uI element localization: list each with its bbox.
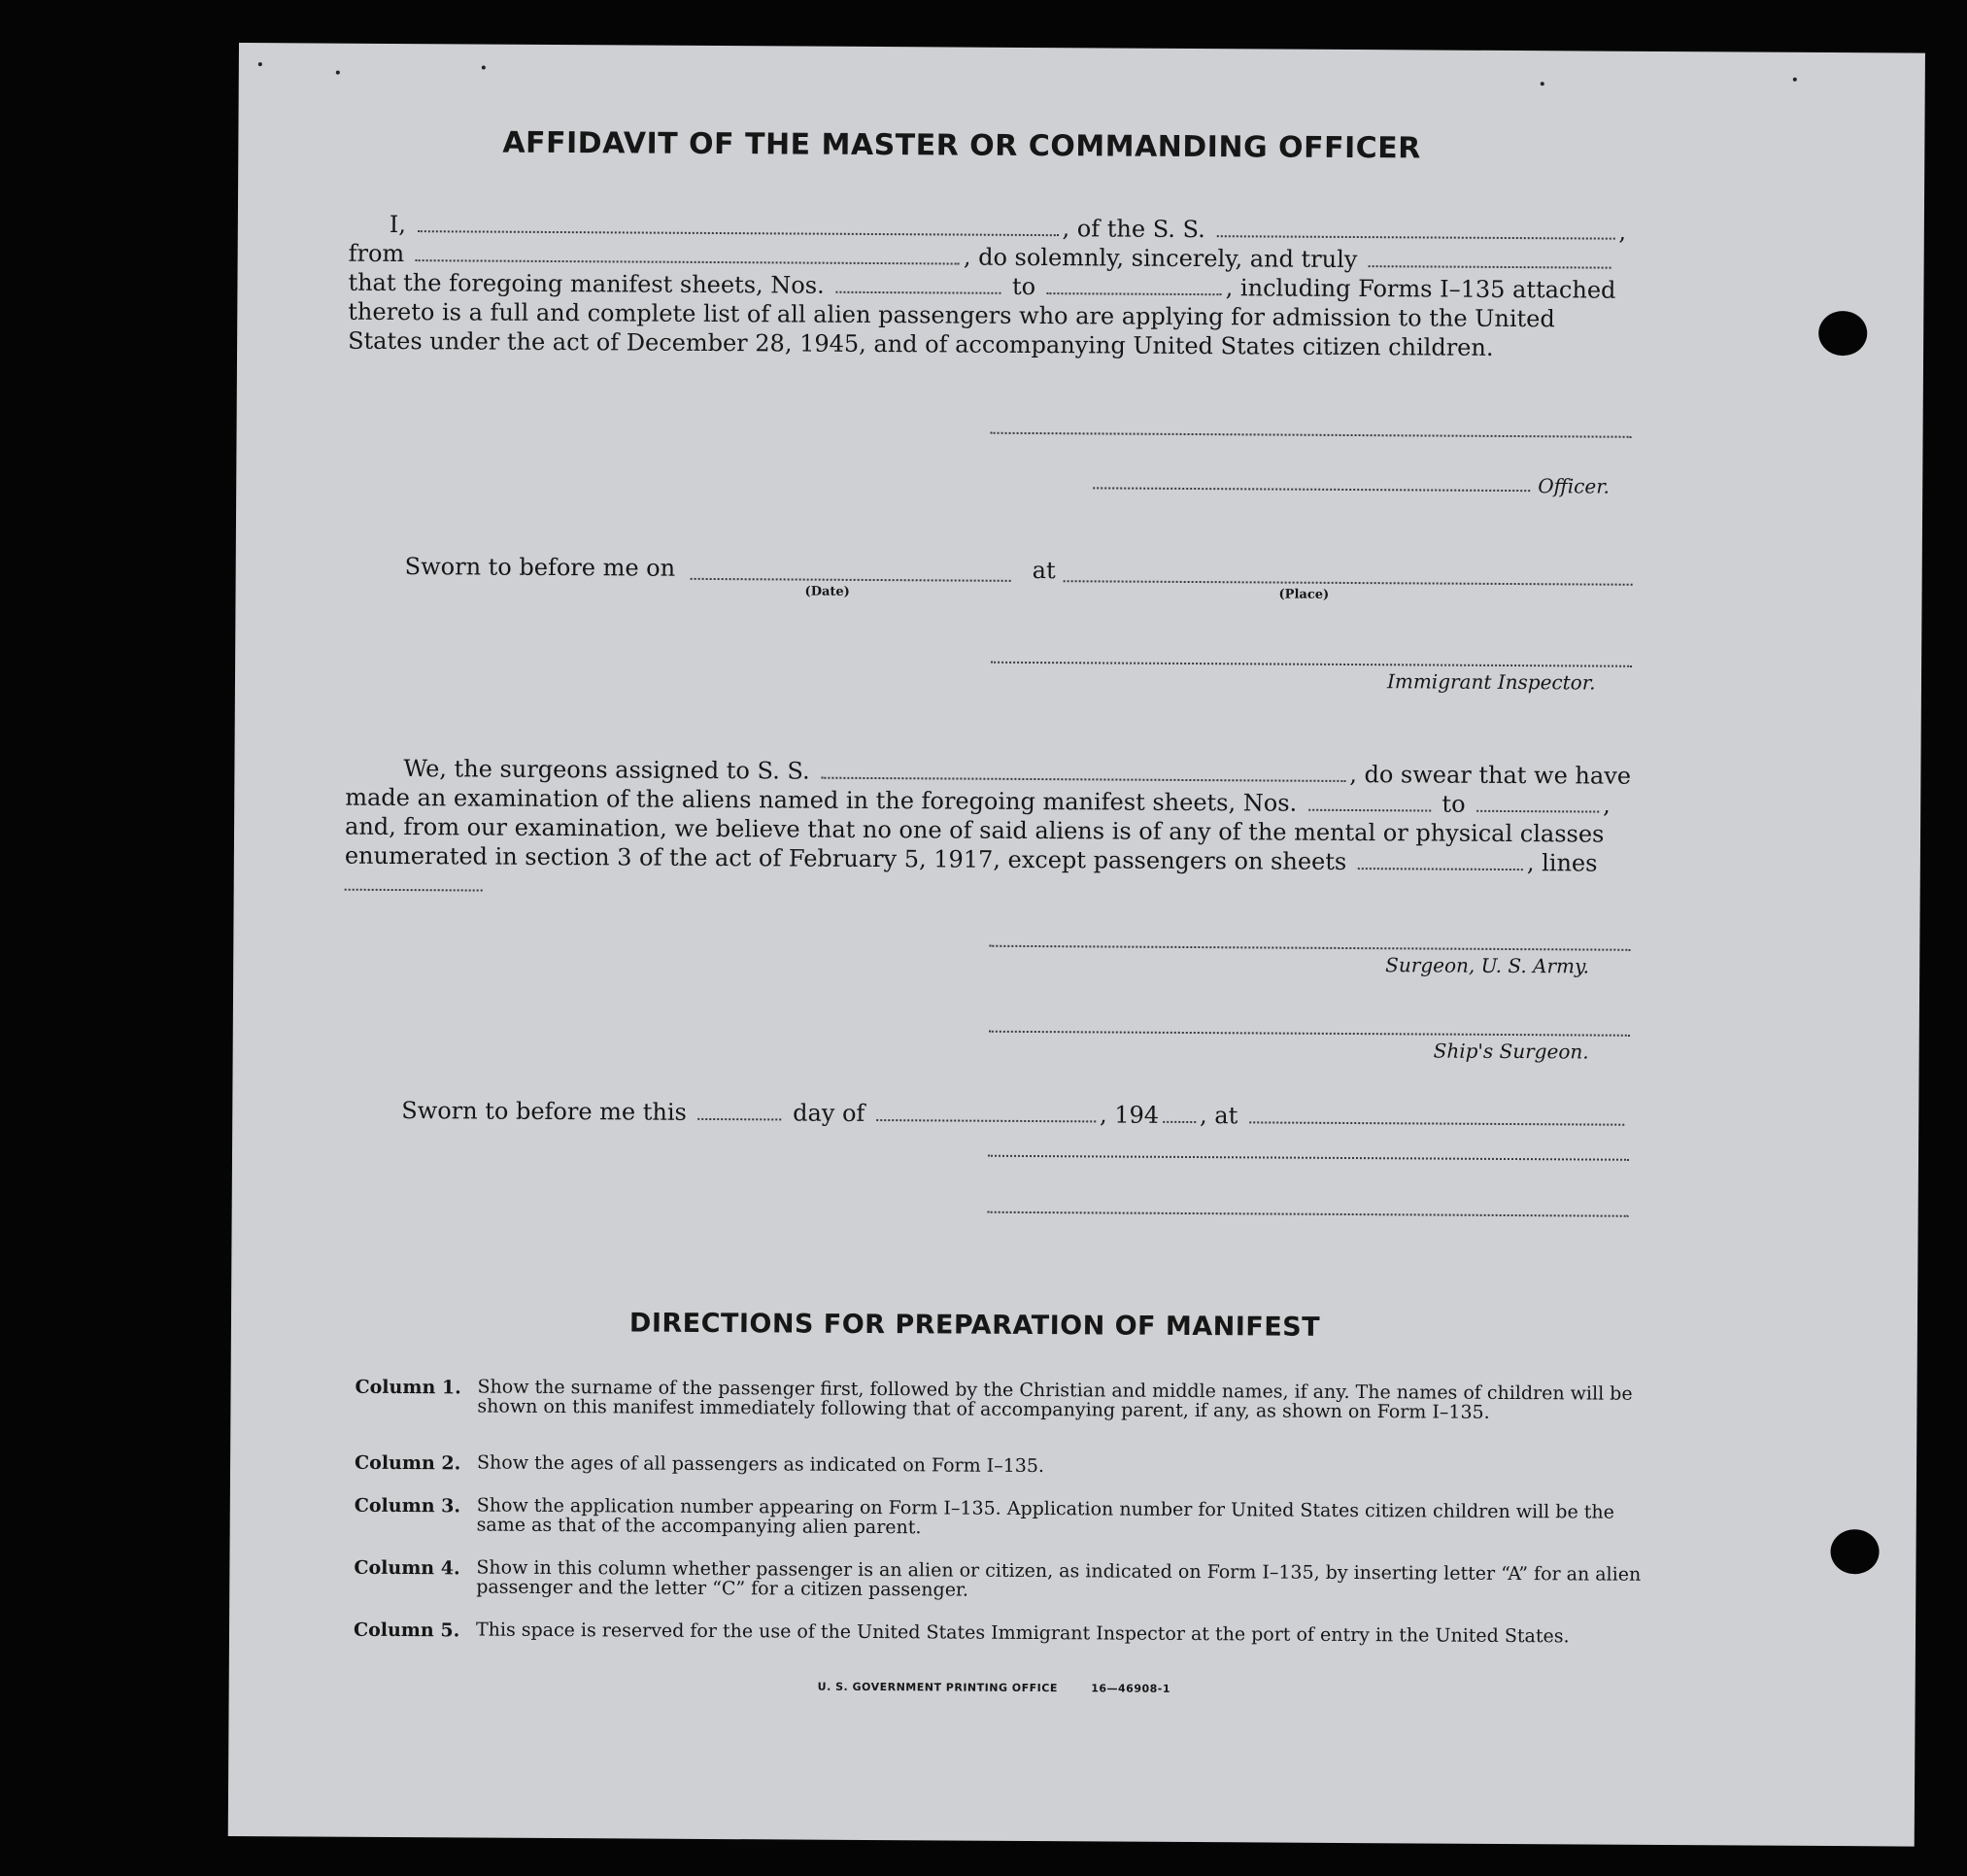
printer-name: U. S. GOVERNMENT PRINTING OFFICE xyxy=(817,1680,1058,1695)
date-caption: (Date) xyxy=(804,584,850,599)
army-surgeon-label: Surgeon, U. S. Army. xyxy=(1385,953,1590,978)
surgeons-sworn-line xyxy=(401,1097,1628,1132)
surgeons-text: day of xyxy=(793,1099,865,1127)
affidavit-title: AFFIDAVIT OF THE MASTER OR COMMANDING OFFICER xyxy=(502,125,1421,166)
printer-imprint xyxy=(818,1681,1170,1695)
surgeons-text: made an examination of the aliens named in the foregoing manifest sheets, Nos. xyxy=(345,783,1298,817)
sworn-year-field[interactable] xyxy=(1163,1120,1196,1123)
affidavit-text: , including Forms I–135 attached xyxy=(1225,274,1616,304)
direction-text: This space is reserved for the use of the United States Immigrant Inspector at the port of entry in the United States. xyxy=(475,1619,1570,1648)
except-sheets-field[interactable] xyxy=(1358,867,1523,870)
direction-label: Column 2. xyxy=(355,1451,461,1475)
direction-label: Column 3. xyxy=(354,1494,461,1518)
affidavit-sworn-text: Sworn to before me on xyxy=(404,553,676,582)
sheet-to-field[interactable] xyxy=(1047,291,1222,295)
officer-signature-line[interactable] xyxy=(1093,487,1530,492)
surgeons-text: , do swear that we have xyxy=(1349,760,1632,790)
direction-text: Show in this column whether passenger is an alien or citizen, as indicated on Form I–135, by inserting letter “A” for an alien passenger and the letter “C” for a citizen passenger. xyxy=(476,1556,1642,1601)
direction-text: Show the ages of all passengers as indicated on Form I–135. xyxy=(477,1451,1045,1478)
affidavit-line-5: States under the act of December 28, 1945, and of accompanying United States citizen children. xyxy=(348,326,1494,361)
surgeons-line-4 xyxy=(345,842,1598,877)
sworn-month-field[interactable] xyxy=(876,1118,1096,1122)
master-signature-line[interactable] xyxy=(991,432,1632,438)
form-page xyxy=(228,43,1925,1847)
paper-speck xyxy=(336,71,340,75)
direction-label: Column 4. xyxy=(354,1556,460,1580)
affidavit-text: , do solemnly, sincerely, and truly xyxy=(963,243,1358,274)
ships-surgeon-label: Ship's Surgeon. xyxy=(1433,1039,1589,1064)
surgeons-line-3: and, from our examination, we believe that no one of said aliens is of any of the mental or physical classes xyxy=(344,812,1605,848)
affidavit-text: to xyxy=(1011,272,1036,301)
officer-signature-line-a[interactable] xyxy=(988,1155,1629,1161)
direction-label: Column 5. xyxy=(353,1619,460,1642)
affidavit-text: that the foregoing manifest sheets, Nos. xyxy=(348,268,825,299)
surgeons-text: Sworn to before me this xyxy=(401,1097,687,1126)
affidavit-text: I, xyxy=(389,210,407,239)
paper-speck xyxy=(482,66,486,70)
direction-text: Show the surname of the passenger first, followed by the Christian and middle names, if any. The names of children will be shown on this manifest immediately following that of accompanying parent, if any, as shown on Form I–135. xyxy=(477,1376,1633,1423)
punch-hole-bottom xyxy=(1830,1529,1879,1574)
direction-text: Show the application number appearing on Form I–135. Application number for United States citizen children will be the same as that of the accompanying alien parent. xyxy=(476,1494,1614,1539)
paper-speck xyxy=(1793,78,1797,82)
surgeons-sheet-to-field[interactable] xyxy=(1476,809,1599,813)
ships-surgeon-signature-line[interactable] xyxy=(989,1031,1630,1037)
inspector-signature-line[interactable] xyxy=(991,662,1632,667)
from-port-field[interactable] xyxy=(416,258,960,264)
officer-label: Officer. xyxy=(1538,474,1611,498)
place-caption: (Place) xyxy=(1278,587,1330,602)
except-lines-field[interactable] xyxy=(345,889,483,892)
affidavit-text: , xyxy=(1618,218,1627,246)
paper-speck xyxy=(258,62,262,66)
surgeons-text: , xyxy=(1603,791,1611,819)
truly-field[interactable] xyxy=(1369,264,1611,269)
officer-signature-line-b[interactable] xyxy=(988,1211,1629,1217)
army-surgeon-signature-line[interactable] xyxy=(989,945,1630,951)
paper-speck xyxy=(1541,82,1544,85)
surgeons-text: , 194 xyxy=(1099,1101,1160,1129)
affidavit-text: from xyxy=(348,239,405,268)
sworn-place-field[interactable] xyxy=(1064,580,1633,586)
inspector-label: Immigrant Inspector. xyxy=(1386,669,1596,695)
surgeons-text: , at xyxy=(1200,1102,1238,1130)
surgeons-text: enumerated in section 3 of the act of February 5, 1917, except passengers on sheets xyxy=(344,841,1347,875)
form-code: 16—46908-1 xyxy=(1091,1682,1171,1695)
master-name-field[interactable] xyxy=(418,229,1059,236)
sworn-date-field[interactable] xyxy=(691,578,1011,582)
punch-hole-top xyxy=(1818,311,1867,356)
affidavit-line-4: thereto is a full and complete list of all alien passengers who are applying for admission to the United xyxy=(348,297,1555,333)
ship-name-field[interactable] xyxy=(1216,234,1614,240)
surgeons-sheet-from-field[interactable] xyxy=(1308,808,1431,812)
surgeons-text: to xyxy=(1441,790,1466,818)
surgeons-text: , lines xyxy=(1526,849,1598,877)
direction-label: Column 1. xyxy=(355,1376,461,1399)
surgeons-text: We, the surgeons assigned to S. S. xyxy=(403,755,810,785)
sworn-at-field[interactable] xyxy=(1249,1120,1624,1125)
affidavit-at-text: at xyxy=(1032,556,1056,585)
affidavit-text: , of the S. S. xyxy=(1062,215,1205,244)
directions-title: DIRECTIONS FOR PREPARATION OF MANIFEST xyxy=(628,1308,1321,1343)
sheet-from-field[interactable] xyxy=(835,290,1000,294)
surgeons-ship-field[interactable] xyxy=(821,776,1345,782)
sworn-day-field[interactable] xyxy=(697,1117,781,1121)
